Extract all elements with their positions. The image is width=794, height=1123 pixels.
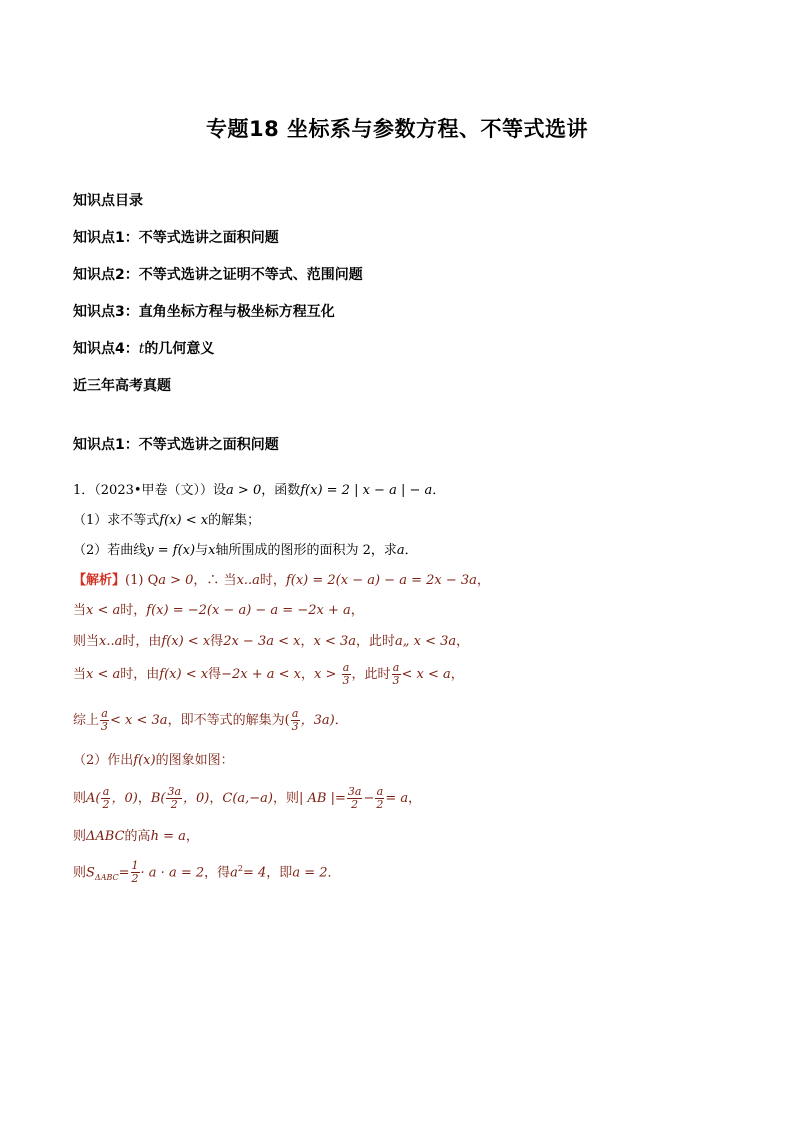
section-heading: 知识点1：不等式选讲之面积问题: [73, 437, 279, 453]
page-title: 专题18 坐标系与参数方程、不等式选讲: [205, 117, 589, 141]
toc-heading: 知识点目录: [73, 193, 143, 209]
table-of-contents: [73, 192, 363, 414]
toc-item-1: 知识点1：不等式选讲之面积问题: [73, 230, 279, 246]
solution-line-3: 则当x..a时，由f(x) < x得2x − 3a < x，x < 3a，此时a„ x < 3a，: [73, 634, 470, 649]
problem-part-1: （1）求不等式f(x) < x的解集；: [73, 513, 261, 528]
toc-item-4: 知识点4：t的几何意义: [73, 341, 215, 357]
solution-line-2: 当x < a时，f(x) = −2(x − a) − a = −2x + a，: [73, 603, 364, 618]
solution-line-1: 【解析】(1) Qa > 0，∴ 当x..a时，f(x) = 2(x − a) − a = 2x − 3a，: [73, 573, 490, 588]
problem-part-2: （2）若曲线y = f(x)与x轴所围成的图形的面积为 2，求a．: [73, 543, 418, 558]
problem-statement: 1．（2023•甲卷（文））设a > 0，函数f(x) = 2 | x − a | − a．: [73, 483, 446, 498]
solution-tag: 【解析】: [73, 573, 126, 588]
solution-line-8: 则ΔABC的高h = a，: [73, 829, 199, 844]
toc-item-3: 知识点3：直角坐标方程与极坐标方程互化: [73, 304, 335, 320]
solution-line-6: （2）作出f(x)的图象如图：: [73, 753, 234, 768]
toc-item-5: 近三年高考真题: [73, 378, 171, 394]
solution-line-4: 当x < a时，由f(x) < x得−2x + a < x，x > $\frac{a}{3}$ ，此时 $\frac{a}{3}$ < x < a，: [73, 661, 464, 687]
solution-line-9: 则$S_{\Delta ABC}=$ $\frac{1}{2}$ · a · a = 2，得$a^2= 4$，即a = 2．: [73, 859, 341, 886]
solution-line-7: 则A( $\frac{a}{2}$ ，0)，B( $\frac{3a}{2}$ ，0)，C(a,−a)，则| AB |= $\frac{3a}{2}$ − $\frac{a}{2}$ = a，: [73, 785, 422, 811]
toc-item-2: 知识点2：不等式选讲之证明不等式、范围问题: [73, 267, 363, 283]
solution-line-5: 综上 $\frac{a}{3}$ < x < 3a，即不等式的解集为( $\frac{a}{3}$ ，3a)．: [73, 707, 348, 733]
